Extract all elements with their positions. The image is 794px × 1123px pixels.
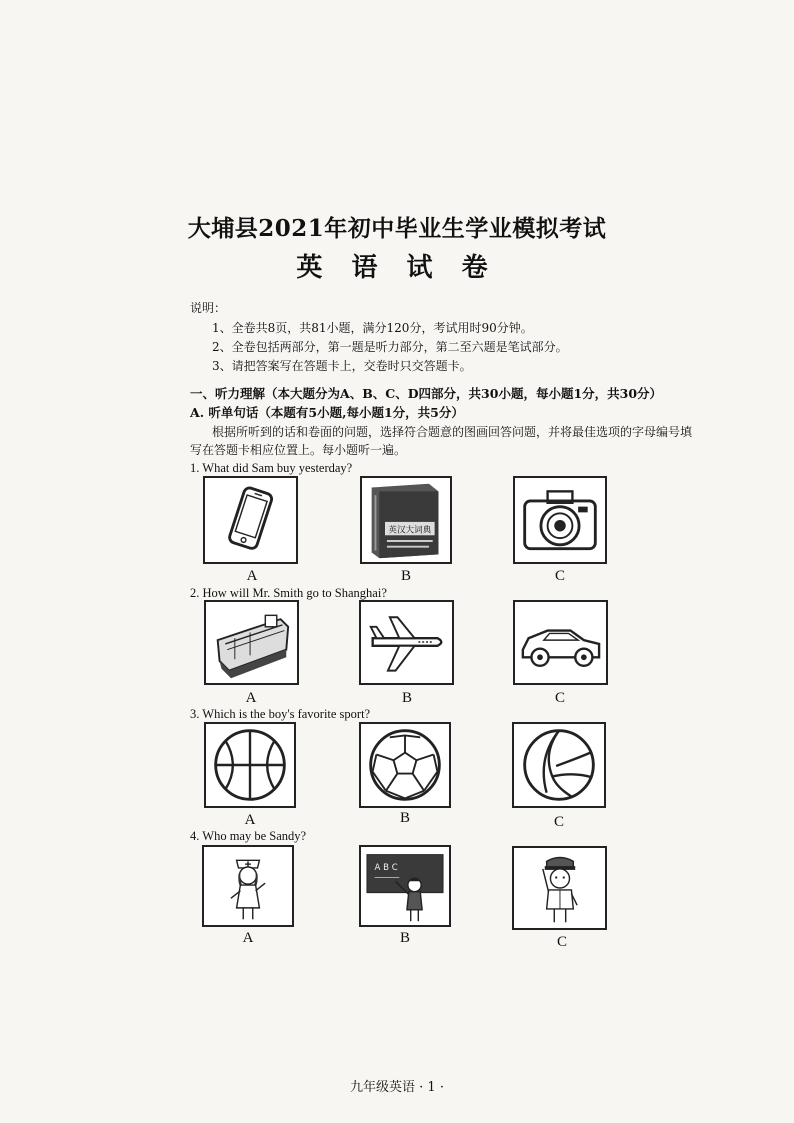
option-3a-image[interactable] — [204, 722, 296, 808]
option-4a-label: A — [242, 930, 254, 946]
option-3b-label: B — [399, 810, 410, 826]
camera-icon — [515, 478, 605, 562]
option-3c-label: C — [553, 814, 564, 830]
part-a-description: 根据所听到的话和卷面的问题，选择符合题意的图画回答问题，并将最佳选项的字母编号填 — [212, 425, 693, 439]
instruction-item: 2、全卷包括两部分，第一题是听力部分，第二至六题是笔试部分。 — [212, 340, 568, 354]
question-2-text: 2. How will Mr. Smith go to Shanghai? — [190, 586, 387, 600]
teacher-icon — [361, 847, 449, 925]
basketball-icon — [206, 724, 294, 806]
option-2b-label: B — [401, 690, 412, 706]
car-icon — [515, 602, 606, 683]
instruction-item: 3、请把答案写在答题卡上，交卷时只交答题卡。 — [212, 359, 472, 373]
soccer-ball-icon — [361, 724, 449, 806]
nurse-icon — [204, 847, 292, 925]
instructions-heading: 说明： — [190, 301, 227, 315]
option-3b-image[interactable] — [359, 722, 451, 808]
option-2b-image[interactable] — [359, 600, 454, 685]
exam-subtitle: 英 语 试 卷 — [296, 253, 498, 283]
ship-icon — [206, 602, 297, 683]
option-4b-label: B — [399, 930, 410, 946]
option-1b-image[interactable] — [360, 476, 452, 564]
part-a-description: 写在答题卡相应位置上。每小题听一遍。 — [190, 443, 407, 457]
dictionary-icon — [362, 478, 450, 562]
option-2c-image[interactable] — [513, 600, 608, 685]
exam-title: 大埔县2021年初中毕业生学业模拟考试 — [187, 215, 607, 242]
dictionary-cover-label: 英汉大词典 — [388, 525, 432, 536]
option-2c-label: C — [554, 690, 565, 706]
part-a-title: A. 听单句话（本题有5小题,每小题1分，共5分） — [190, 405, 464, 420]
phone-icon — [205, 478, 296, 562]
section-title: 一、听力理解（本大题分为A、B、C、D四部分，共30小题，每小题1分，共30分） — [190, 386, 663, 401]
page-footer: 九年级英语 · 1 · — [350, 1080, 444, 1095]
option-2a-label: A — [245, 690, 257, 706]
question-1-text: 1. What did Sam buy yesterday? — [190, 461, 353, 475]
option-4a-image[interactable] — [202, 845, 294, 927]
option-2a-image[interactable] — [204, 600, 299, 685]
volleyball-icon — [514, 724, 604, 806]
option-1b-label: B — [400, 568, 411, 584]
instruction-item: 1、全卷共8页，共81小题，满分120分，考试用时90分钟。 — [212, 321, 533, 335]
option-4c-image[interactable] — [512, 846, 607, 930]
option-3a-label: A — [244, 812, 256, 828]
option-1c-image[interactable] — [513, 476, 607, 564]
option-1c-label: C — [554, 568, 565, 584]
option-4b-image[interactable] — [359, 845, 451, 927]
police-officer-icon — [514, 848, 605, 928]
option-1a-label: A — [246, 568, 258, 584]
option-4c-label: C — [556, 934, 567, 950]
option-3c-image[interactable] — [512, 722, 606, 808]
airplane-icon — [361, 602, 452, 683]
option-1a-image[interactable] — [203, 476, 298, 564]
svg-text:A B C: A B C — [374, 862, 398, 873]
question-3-text: 3. Which is the boy's favorite sport? — [190, 707, 371, 721]
question-4-text: 4. Who may be Sandy? — [190, 829, 307, 843]
